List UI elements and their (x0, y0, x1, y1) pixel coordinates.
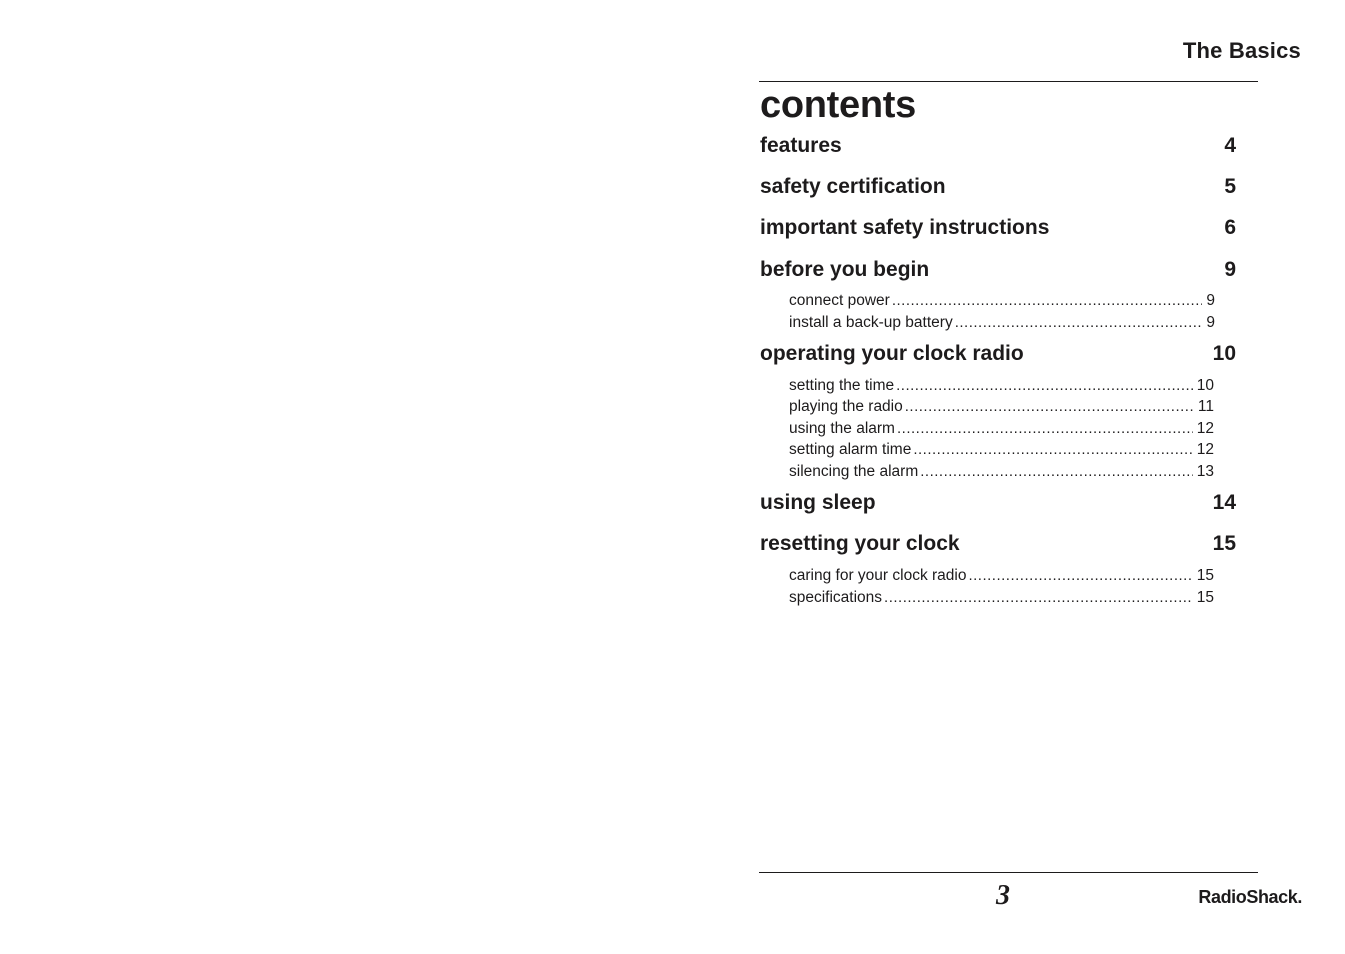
toc-subentry-playing-the-radio[interactable] (789, 398, 1214, 416)
toc-entry-safety-certification[interactable] (760, 175, 1236, 199)
toc-subentry-page: 15 (1196, 589, 1214, 606)
dot-leader (955, 314, 1203, 331)
bottom-rule (759, 872, 1258, 873)
toc-subentry-setting-the-time[interactable] (789, 377, 1214, 395)
toc-entry-label: safety certification (760, 175, 946, 198)
page-number: 3 (996, 880, 1010, 911)
toc-subentry-page: 12 (1196, 441, 1214, 458)
toc-subentry-page: 12 (1196, 420, 1214, 437)
toc-entry-before-you-begin[interactable] (760, 258, 1236, 282)
toc-subentry-label: connect power (789, 292, 890, 309)
toc-subentry-page: 9 (1206, 292, 1215, 309)
toc-subentry-label: install a back-up battery (789, 314, 953, 331)
dot-leader (905, 398, 1194, 415)
toc-subentry-label: playing the radio (789, 398, 903, 415)
toc-entry-label: important safety instructions (760, 216, 1050, 239)
toc-subentry-specifications[interactable] (789, 589, 1214, 607)
toc-entry-important-safety-instructions[interactable] (760, 216, 1236, 240)
dot-leader (896, 377, 1193, 394)
page-title: contents (760, 84, 916, 126)
toc-subentry-install-backup-battery[interactable] (789, 314, 1215, 332)
toc-entry-page: 5 (1224, 175, 1236, 198)
toc-subentry-label: setting alarm time (789, 441, 912, 458)
toc-subentry-label: setting the time (789, 377, 895, 394)
brand-logo: RadioShack. (1198, 887, 1302, 907)
toc-subentry-setting-alarm-time[interactable] (789, 441, 1214, 459)
toc-entry-page: 14 (1212, 491, 1236, 514)
toc-entry-label: before you begin (760, 258, 930, 281)
dot-leader (968, 567, 1192, 584)
toc-subentry-page: 13 (1196, 463, 1214, 480)
toc-entry-features[interactable] (760, 134, 1236, 158)
top-rule (759, 81, 1258, 82)
toc-entry-label: resetting your clock (760, 532, 960, 555)
toc-subentry-using-the-alarm[interactable] (789, 420, 1214, 438)
toc-subentry-label: using the alarm (789, 420, 895, 437)
toc-entry-page: 10 (1212, 342, 1236, 365)
dot-leader (884, 589, 1193, 606)
section-label: The Basics (1182, 38, 1301, 63)
toc-subentry-page: 11 (1197, 398, 1214, 415)
dot-leader (897, 420, 1193, 437)
toc-entry-page: 9 (1224, 258, 1236, 281)
toc-entry-page: 6 (1224, 216, 1236, 239)
toc-subentry-label: specifications (789, 589, 883, 606)
dot-leader (920, 463, 1193, 480)
dot-leader (892, 292, 1203, 309)
toc-entry-label: using sleep (760, 491, 876, 514)
toc-subentry-label: silencing the alarm (789, 463, 919, 480)
toc-entry-label: operating your clock radio (760, 342, 1024, 365)
toc-subentry-label: caring for your clock radio (789, 567, 967, 584)
toc-subentry-caring-for-your-clock-radio[interactable] (789, 567, 1214, 585)
toc-subentry-page: 10 (1196, 377, 1214, 394)
toc-subentry-page: 9 (1206, 314, 1215, 331)
toc-subentry-silencing-the-alarm[interactable] (789, 463, 1214, 481)
toc-entry-operating-your-clock-radio[interactable] (760, 342, 1236, 366)
toc-subentry-connect-power[interactable] (789, 292, 1215, 310)
toc-entry-label: features (760, 134, 842, 157)
toc-entry-page: 4 (1224, 134, 1236, 157)
toc-entry-resetting-your-clock[interactable] (760, 532, 1236, 556)
toc-subentry-page: 15 (1196, 567, 1214, 584)
dot-leader (913, 441, 1192, 458)
toc-entry-page: 15 (1212, 532, 1236, 555)
toc-entry-using-sleep[interactable] (760, 491, 1236, 515)
